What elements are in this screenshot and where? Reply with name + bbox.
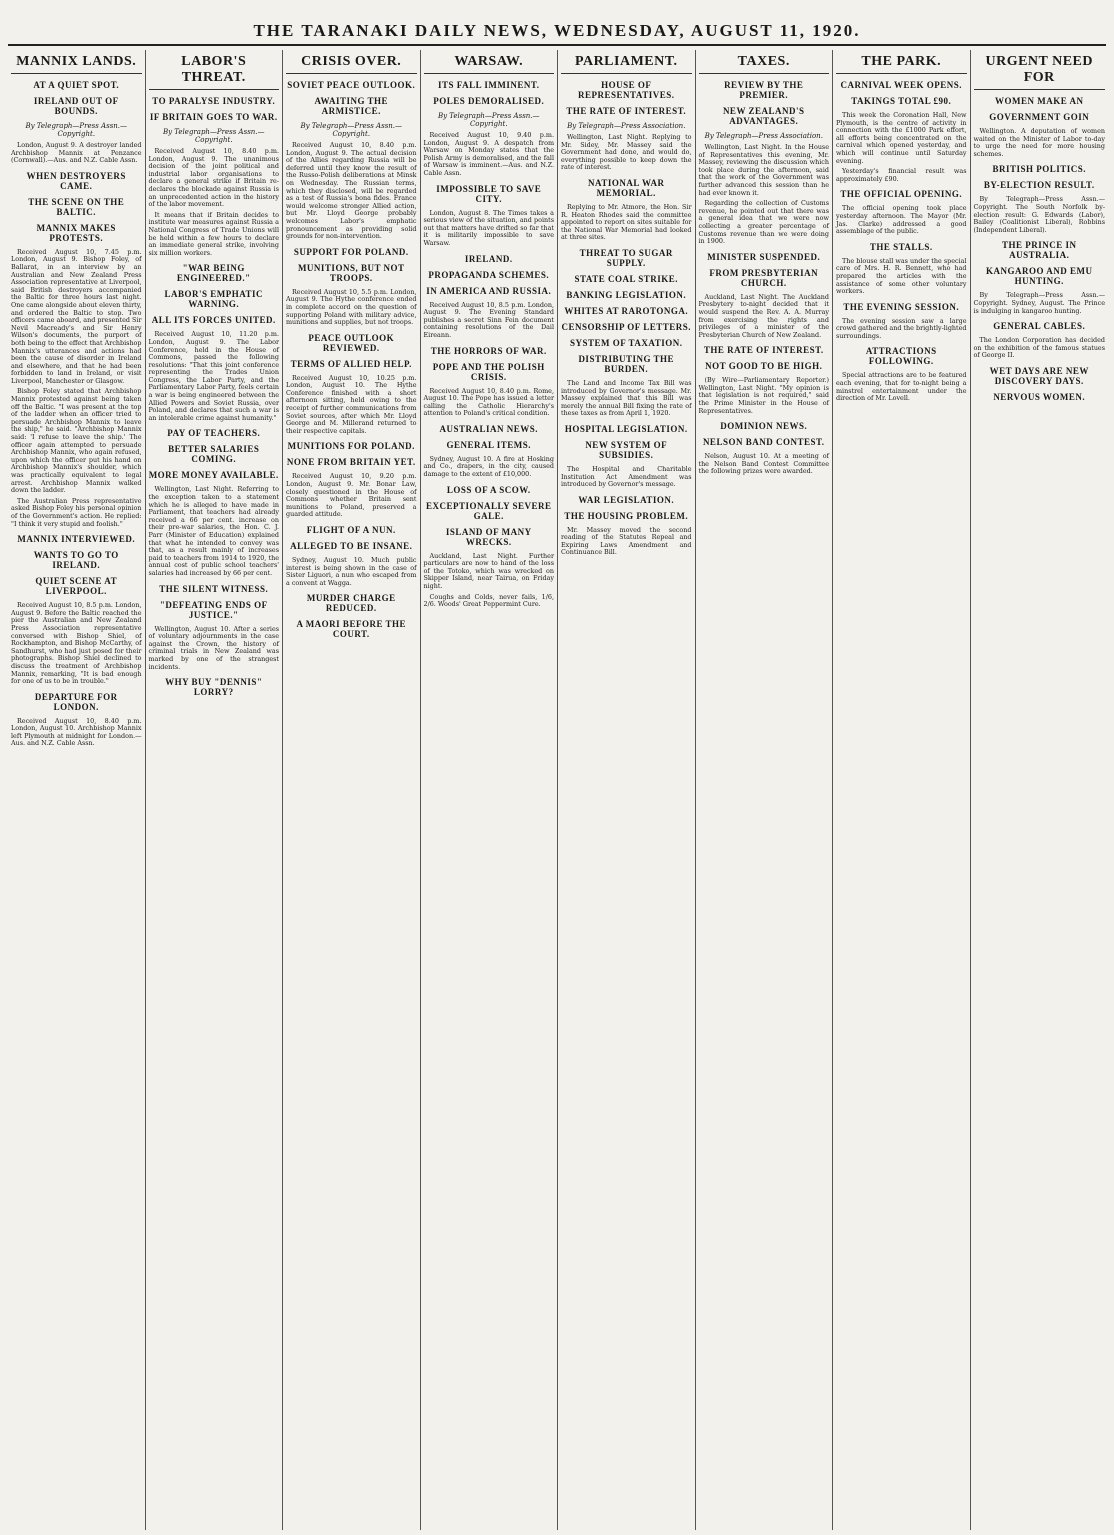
- section-heading: PAY OF TEACHERS.: [167, 428, 261, 439]
- masthead-rule: [8, 44, 1106, 46]
- subheading: THE RATE OF INTEREST.: [566, 106, 687, 116]
- section-heading: IMPOSSIBLE TO SAVE CITY.: [436, 183, 542, 204]
- subheading: IRELAND OUT OF BOUNDS.: [33, 96, 119, 116]
- article-paragraph: Received August 10, 8.5 p.m. London, August 9. The Evening Standard publishes a secret Sinn Fein document containing resolutions of the Dail Eireann.: [423, 300, 554, 339]
- article-paragraph: The London Corporation has decided on the exhibition of the famous statues of George II.: [973, 336, 1105, 360]
- article-paragraph: London, August 8. The Times takes a serious view of the situation, and points out that matters have drifted so far that it is militarily impossible to save Warsaw.: [423, 208, 554, 247]
- section-heading: THE OFFICIAL OPENING.: [840, 189, 963, 200]
- subheading: SOVIET PEACE OUTLOOK.: [287, 80, 416, 90]
- section-heading: PROPAGANDA SCHEMES.: [428, 269, 550, 280]
- section-heading: PEACE OUTLOOK REVIEWED.: [308, 332, 395, 353]
- subheading: REVIEW BY THE PREMIER.: [724, 80, 804, 100]
- section-heading: QUIET SCENE AT LIVERPOOL.: [35, 576, 118, 597]
- section-heading: A MAORI BEFORE THE COURT.: [296, 619, 407, 640]
- byline: By Telegraph—Press Association.: [567, 122, 686, 130]
- column-5: [696, 50, 834, 1530]
- article-paragraph: Received August 10, 9.20 p.m. London, August 9. Mr. Bonar Law, closely questioned in the House of Commons whether Britain sent munitions to Poland, preserved a guarded attitude.: [286, 472, 417, 519]
- column-headline: WARSAW.: [424, 54, 555, 74]
- section-heading: POPE AND THE POLISH CRISIS.: [432, 361, 545, 382]
- byline: By Telegraph—Press Assn.—Copyright.: [162, 128, 265, 144]
- article-paragraph: Received August 10, 8.40 p.m. London, August 9. The actual decision of the Allies regarding Russia will be deferred until they know the result of the Russo-Polish deliberations at Minsk on Wednesday. The Russian terms, which they disclosed, will be regarded as a test of Russia's bona fides. France would welcome stronger Allied action, but Mr. Lloyd George probably welcomes Labor's emphatic pronouncement as providing solid grounds for non-intervention.: [286, 141, 417, 241]
- article-paragraph: By Telegraph—Press Assn.—Copyright. The South Norfolk by-election result: G. Edwards (Labor), Bailey (Coalitionist Liberal), Robbins (Independent Liberal).: [973, 195, 1105, 234]
- article-paragraph: Replying to Mr. Atmore, the Hon. Sir R. Heaton Rhodes said the committee appointed to report on sites suitable for the National War Memorial had looked at three sites.: [561, 202, 692, 242]
- article-paragraph: It means that if Britain decides to institute war measures against Russia a National Congress of Trade Unions will be held within a few hours to declare an immediate general strike, involving six million workers.: [148, 210, 279, 257]
- article-paragraph: Nelson, August 10. At a meeting of the Nelson Band Contest Committee the following prizes were awarded.: [698, 452, 829, 476]
- column-headline: THE PARK.: [836, 54, 967, 74]
- section-heading: WET DAYS ARE NEW DISCOVERY DAYS.: [989, 365, 1089, 386]
- section-heading: MANNIX MAKES PROTESTS.: [36, 222, 116, 243]
- article-paragraph: Auckland, Last Night. The Auckland Presbytery to-night decided that it would suspend the Rev. A. A. Murray from exercising the rights and privileges of a minister of the Presbyterian Church of New Zealand.: [698, 292, 829, 339]
- section-heading: THE SILENT WITNESS.: [159, 583, 269, 594]
- section-heading: THE HORRORS OF WAR.: [430, 345, 547, 356]
- section-heading: NERVOUS WOMEN.: [993, 391, 1086, 402]
- section-heading: NATIONAL WAR MEMORIAL.: [588, 177, 665, 198]
- section-heading: TERMS OF ALLIED HELP.: [290, 358, 412, 369]
- article-paragraph: Received August 10, 11.20 p.m. London, August 9. The Labor Conference, held in the House of Commons, passed the following resolutions: "That this joint conference representing the Trades Union Congress, the Labor Party, and the Parliamentary Labor Party, feels certain a war is being engineered between the Allied Powers and Soviet Russia, over Poland, and declares that such a war is an intolerable crime against humanity.": [148, 330, 279, 422]
- section-heading: FLIGHT OF A NUN.: [306, 525, 396, 535]
- column-headline: URGENT NEED FOR: [974, 54, 1106, 90]
- article-paragraph: London, August 9. A destroyer landed Archbishop Mannix at Penzance (Cornwall).—Aus. and N.Z. Cable Assn.: [11, 141, 142, 165]
- section-heading: KANGAROO AND EMU HUNTING.: [986, 266, 1093, 287]
- section-heading: DOMINION NEWS.: [720, 421, 808, 432]
- column-4: [558, 50, 696, 1530]
- section-heading: LOSS OF A SCOW.: [446, 484, 531, 495]
- subheading: AT A QUIET SPOT.: [33, 80, 120, 90]
- section-heading: "DEFEATING ENDS OF JUSTICE.": [159, 599, 268, 620]
- masthead-title: THE TARANAKI DAILY NEWS, WEDNESDAY, AUGUST 11, 1920.: [253, 21, 861, 40]
- subheading: AWAITING THE ARMISTICE.: [314, 96, 389, 116]
- column-3: [421, 50, 559, 1530]
- section-heading: AUSTRALIAN NEWS.: [439, 423, 539, 434]
- section-heading: FROM PRESBYTERIAN CHURCH.: [709, 267, 819, 288]
- section-heading: STATE COAL STRIKE.: [574, 273, 678, 284]
- article-paragraph: Coughs and Colds, never fails, 1/6, 2/6. Woods' Great Peppermint Cure.: [423, 592, 554, 609]
- section-heading: BANKING LEGISLATION.: [566, 289, 687, 300]
- article-paragraph: Mr. Massey moved the second reading of the Statutes Repeal and Expiring Laws Amendment and Continuance Bill.: [561, 525, 692, 557]
- section-heading: ALL ITS FORCES UNITED.: [151, 315, 276, 326]
- section-heading: ISLAND OF MANY WRECKS.: [445, 526, 532, 547]
- section-heading: EXCEPTIONALLY SEVERE GALE.: [425, 500, 552, 521]
- section-heading: THE RATE OF INTEREST.: [703, 345, 824, 356]
- section-heading: THE STALLS.: [869, 241, 933, 252]
- article-paragraph: Received August 10, 8.40 p.m. London, August 10. Archbishop Mannix left Plymouth at midnight for London.—Aus. and N.Z. Cable Assn.: [11, 716, 142, 748]
- section-heading: DEPARTURE FOR LONDON.: [34, 691, 118, 712]
- article-paragraph: Wellington, Last Night. Replying to Mr. Sidey, Mr. Massey said the Government had done, and would do, everything possible to keep down the rate of interest.: [561, 133, 692, 172]
- column-headline: LABOR'S THREAT.: [149, 54, 280, 90]
- section-heading: BY-ELECTION RESULT.: [983, 180, 1095, 191]
- section-heading: MURDER CHARGE REDUCED.: [306, 593, 396, 614]
- section-heading: THE EVENING SESSION.: [843, 301, 960, 312]
- article-paragraph: Received August 10, 5.5 p.m. London, August 9. The Hythe conference ended in complete accord on the question of supporting Poland with military advice, munitions and supplies, but not troops.: [286, 287, 417, 327]
- article-paragraph: Received August 10, 9.40 p.m. London, August 9. A despatch from Warsaw on Monday states that the Polish Army is demoralised, and the fall of Warsaw is imminent.—Aus. and N.Z. Cable Assn.: [423, 131, 554, 177]
- section-heading: WHY BUY "DENNIS" LORRY?: [165, 677, 263, 698]
- byline: By Telegraph—Press Association.: [704, 132, 823, 140]
- column-headline: TAXES.: [699, 54, 830, 74]
- article-paragraph: The evening session saw a large crowd gathered and the brightly-lighted surroundings.: [836, 316, 967, 340]
- section-heading: THE SCENE ON THE BALTIC.: [28, 196, 125, 217]
- section-heading: "WAR BEING ENGINEERED.": [176, 263, 251, 284]
- section-heading: NELSON BAND CONTEST.: [702, 437, 825, 448]
- article-paragraph: Received August 10, 8.40 p.m. London, August 9. The unanimous decision of the joint political and industrial labor organisations to declare a general strike if Britain re-declares the blockade against Russia is an unprecedented action in the history of the labor movement.: [148, 147, 279, 209]
- section-heading: NOT GOOD TO BE HIGH.: [705, 361, 823, 372]
- column-7: [971, 50, 1109, 1530]
- section-heading: ALLEGED TO BE INSANE.: [290, 541, 413, 551]
- section-heading: LABOR'S EMPHATIC WARNING.: [164, 289, 264, 310]
- section-heading: NONE FROM BRITAIN YET.: [286, 457, 416, 468]
- subheading: WOMEN MAKE AN: [995, 96, 1084, 106]
- article-paragraph: The official opening took place yesterday afternoon. The Mayor (Mr. Jas. Clarke) addressed a good assemblage of the public.: [836, 204, 967, 236]
- article-paragraph: By Telegraph—Press Assn.—Copyright. Sydney, August. The Prince is indulging in kangaroo hunting.: [973, 291, 1105, 315]
- section-heading: GENERAL CABLES.: [993, 321, 1086, 332]
- article-paragraph: Sydney, August 10. A fire at Hosking and Co., drapers, in the city, caused damage to the extent of £10,000.: [423, 454, 554, 479]
- subheading: NEW ZEALAND'S ADVANTAGES.: [722, 106, 805, 126]
- section-heading: WANTS TO GO TO IRELAND.: [33, 550, 119, 571]
- article-paragraph: Wellington. A deputation of women waited on the Minister of Labor to-day to urge the need for more housing schemes.: [973, 127, 1105, 158]
- article-paragraph: Received August 10, 7.45 p.m. London, August 9. Bishop Foley, of Ballarat, in an interview by an Australian and New Zealand Press Association representative at Liverpool, said British destroyers accompanied the Baltic for three hours last night. One came alongside about eleven thirty, and ordered the Baltic to stop. Two officers came aboard, and presented Sir Nevil Macready's and Sir Henry Wilson's documents, the purport of both being to the effect that Archbishop Mannix's utterances and actions had been the cause of disorder in Ireland and elsewhere, and that he had been forbidden to land in Ireland, or visit Liverpool, Manchester or Glasgow.: [11, 247, 142, 385]
- article-paragraph: Received August 10, 10.25 p.m. London, August 10. The Hythe Conference finished with a short afternoon sitting, held owing to the receipt of further communications from Soviet sources, after which Mr. Lloyd George and M. Millerand returned to their respective capitals.: [286, 373, 417, 435]
- article-paragraph: Wellington, Last Night. In the House of Representatives this evening, Mr. Massey, reviewing the discussion which took place during the afternoon, said that the work of the Government was further advanced this session than he had ever known it.: [698, 143, 829, 197]
- section-heading: IRELAND.: [464, 253, 513, 264]
- subheading: TO PARALYSE INDUSTRY.: [152, 96, 276, 106]
- byline: By Telegraph—Press Assn.—Copyright.: [437, 112, 540, 128]
- article-paragraph: The blouse stall was under the special care of Mrs. H. R. Bennett, who had prepared the articles with the assistance of some other voluntary workers.: [836, 256, 967, 296]
- section-heading: HOSPITAL LEGISLATION.: [564, 423, 688, 434]
- subheading: TAKINGS TOTAL £90.: [851, 96, 952, 106]
- article-paragraph: Yesterday's financial result was approximately £90.: [836, 167, 967, 183]
- section-heading: WAR LEGISLATION.: [578, 494, 675, 505]
- masthead: [0, 16, 1114, 46]
- subheading: IF BRITAIN GOES TO WAR.: [149, 112, 278, 122]
- article-paragraph: (By Wire—Parliamentary Reporter.) Wellington, Last Night. "My opinion is that legislation is not required," said the Prime Minister in the House of Representatives.: [698, 376, 829, 415]
- subheading: POLES DEMORALISED.: [433, 96, 545, 106]
- subheading: ITS FALL IMMINENT.: [438, 80, 540, 90]
- column-2: [283, 50, 421, 1530]
- section-heading: ATTRACTIONS FOLLOWING.: [865, 346, 937, 367]
- section-heading: WHEN DESTROYERS CAME.: [26, 170, 126, 191]
- subheading: CARNIVAL WEEK OPENS.: [840, 80, 962, 90]
- section-heading: SYSTEM OF TAXATION.: [570, 337, 683, 348]
- section-heading: MANNIX INTERVIEWED.: [17, 534, 136, 545]
- section-heading: MINISTER SUSPENDED.: [707, 251, 821, 262]
- article-paragraph: Bishop Foley stated that Archbishop Mannix protested against being taken off the Baltic. "I was present at the top of the ladder when an officer tried to persuade Archbishop Mannix to leave the ship," he said. "Archbishop Mannix said: 'I refuse to leave the ship.' The officer again attempted to persuade Archbishop Mannix, who again refused, upon which the officer put his hand on Archbishop Mannix's shoulder, which was practically equivalent to legal arrest. Archbishop Mannix walked down the ladder.: [11, 387, 142, 495]
- section-heading: MUNITIONS, BUT NOT TROOPS.: [297, 262, 405, 283]
- article-paragraph: Regarding the collection of Customs revenue, he pointed out that there was a general idea that we were now collecting a greater percentage of Customs revenue than we were doing in 1900.: [698, 199, 829, 246]
- column-headline: MANNIX LANDS.: [11, 54, 142, 74]
- article-paragraph: Special attractions are to be featured each evening, that for to-night being a minstrel entertainment under the direction of Mr. Lovell.: [836, 371, 967, 403]
- section-heading: THE PRINCE IN AUSTRALIA.: [1001, 240, 1077, 261]
- section-heading: BRITISH POLITICS.: [992, 164, 1087, 175]
- column-6: [833, 50, 971, 1530]
- section-heading: IN AMERICA AND RUSSIA.: [426, 285, 552, 296]
- column-headline: CRISIS OVER.: [286, 54, 417, 74]
- byline: By Telegraph—Press Assn.—Copyright.: [25, 122, 128, 138]
- subheading: GOVERNMENT GOIN: [989, 112, 1090, 122]
- section-heading: MUNITIONS FOR POLAND.: [287, 441, 415, 452]
- article-paragraph: The Australian Press representative asked Bishop Foley his personal opinion of the Government's action. He replied: "I think it very stupid and foolish.": [11, 496, 142, 528]
- article-paragraph: The Land and Income Tax Bill was introduced by Governor's message. Mr. Massey explained that this Bill was merely the annual Bill fixing the rate of these taxes as from April 1, 1920.: [561, 378, 692, 418]
- column-1: [146, 50, 284, 1530]
- article-columns: [8, 50, 1108, 1530]
- subheading: HOUSE OF REPRESENTATIVES.: [578, 80, 675, 100]
- article-paragraph: Received August 10, 8.40 p.m. Rome, August 10. The Pope has issued a letter calling the Catholic Hierarchy's attention to Poland's critical condition.: [423, 386, 554, 418]
- section-heading: CENSORSHIP OF LETTERS.: [561, 321, 691, 332]
- column-0: [8, 50, 146, 1530]
- article-paragraph: Wellington, Last Night. Referring to the exception taken to a statement which he is alleged to have made in Parliament, that teachers had already received a 66 per cent. increase on their pre-war salaries, the Hon. C. J. Parr (Minister of Education) explained that what he intended to convey was that, as a result mainly of increases paid to teachers from 1914 to 1920, the annual cost of public school teachers' salaries had increased by 66 per cent.: [148, 485, 279, 577]
- section-heading: WHITES AT RAROTONGA.: [564, 305, 689, 316]
- section-heading: BETTER SALARIES COMING.: [168, 444, 260, 465]
- section-heading: SUPPORT FOR POLAND.: [293, 246, 409, 257]
- article-paragraph: Received August 10, 8.5 p.m. London, August 9. Before the Baltic reached the pier the Australian and New Zealand Press Association representative conversed with Bishop Shiel, of Rockhampton, and Bishop McCarthy, of Sandhurst, who had just posed for their photographs. Bishop Shiel declined to discuss the treatment of Archbishop Mannix, remarking, "It is bad enough for one of us to be in trouble.": [11, 601, 142, 686]
- article-paragraph: Auckland, Last Night. Further particulars are now to hand of the loss of the Totoko, which was wrecked on Skipper Island, near Tairua, on Friday night.: [423, 551, 554, 591]
- article-paragraph: Sydney, August 10. Much public interest is being shown in the case of Sister Liguori, a nun who escaped from a convent at Wagga.: [286, 556, 417, 587]
- section-heading: THE HOUSING PROBLEM.: [564, 510, 689, 521]
- article-paragraph: The Hospital and Charitable Institution Act Amendment was introduced by Governor's message.: [561, 464, 692, 489]
- section-heading: DISTRIBUTING THE BURDEN.: [578, 353, 675, 374]
- section-heading: THREAT TO SUGAR SUPPLY.: [579, 247, 673, 268]
- section-heading: MORE MONEY AVAILABLE.: [148, 470, 279, 481]
- section-heading: NEW SYSTEM OF SUBSIDIES.: [585, 439, 668, 460]
- article-paragraph: This week the Coronation Hall, New Plymouth, is the centre of activity in connection with the £1000 Park effort, all efforts being concentrated on the carnival which opened yesterday, and which will continue until Saturday evening.: [836, 111, 967, 165]
- byline: By Telegraph—Press Assn.—Copyright.: [300, 122, 403, 138]
- article-paragraph: Wellington, August 10. After a series of voluntary adjournments in the case against the Crown, the history of criminal trials in New Zealand was marked by one of the strangest incidents.: [148, 624, 279, 671]
- column-headline: PARLIAMENT.: [561, 54, 692, 74]
- section-heading: GENERAL ITEMS.: [446, 439, 532, 450]
